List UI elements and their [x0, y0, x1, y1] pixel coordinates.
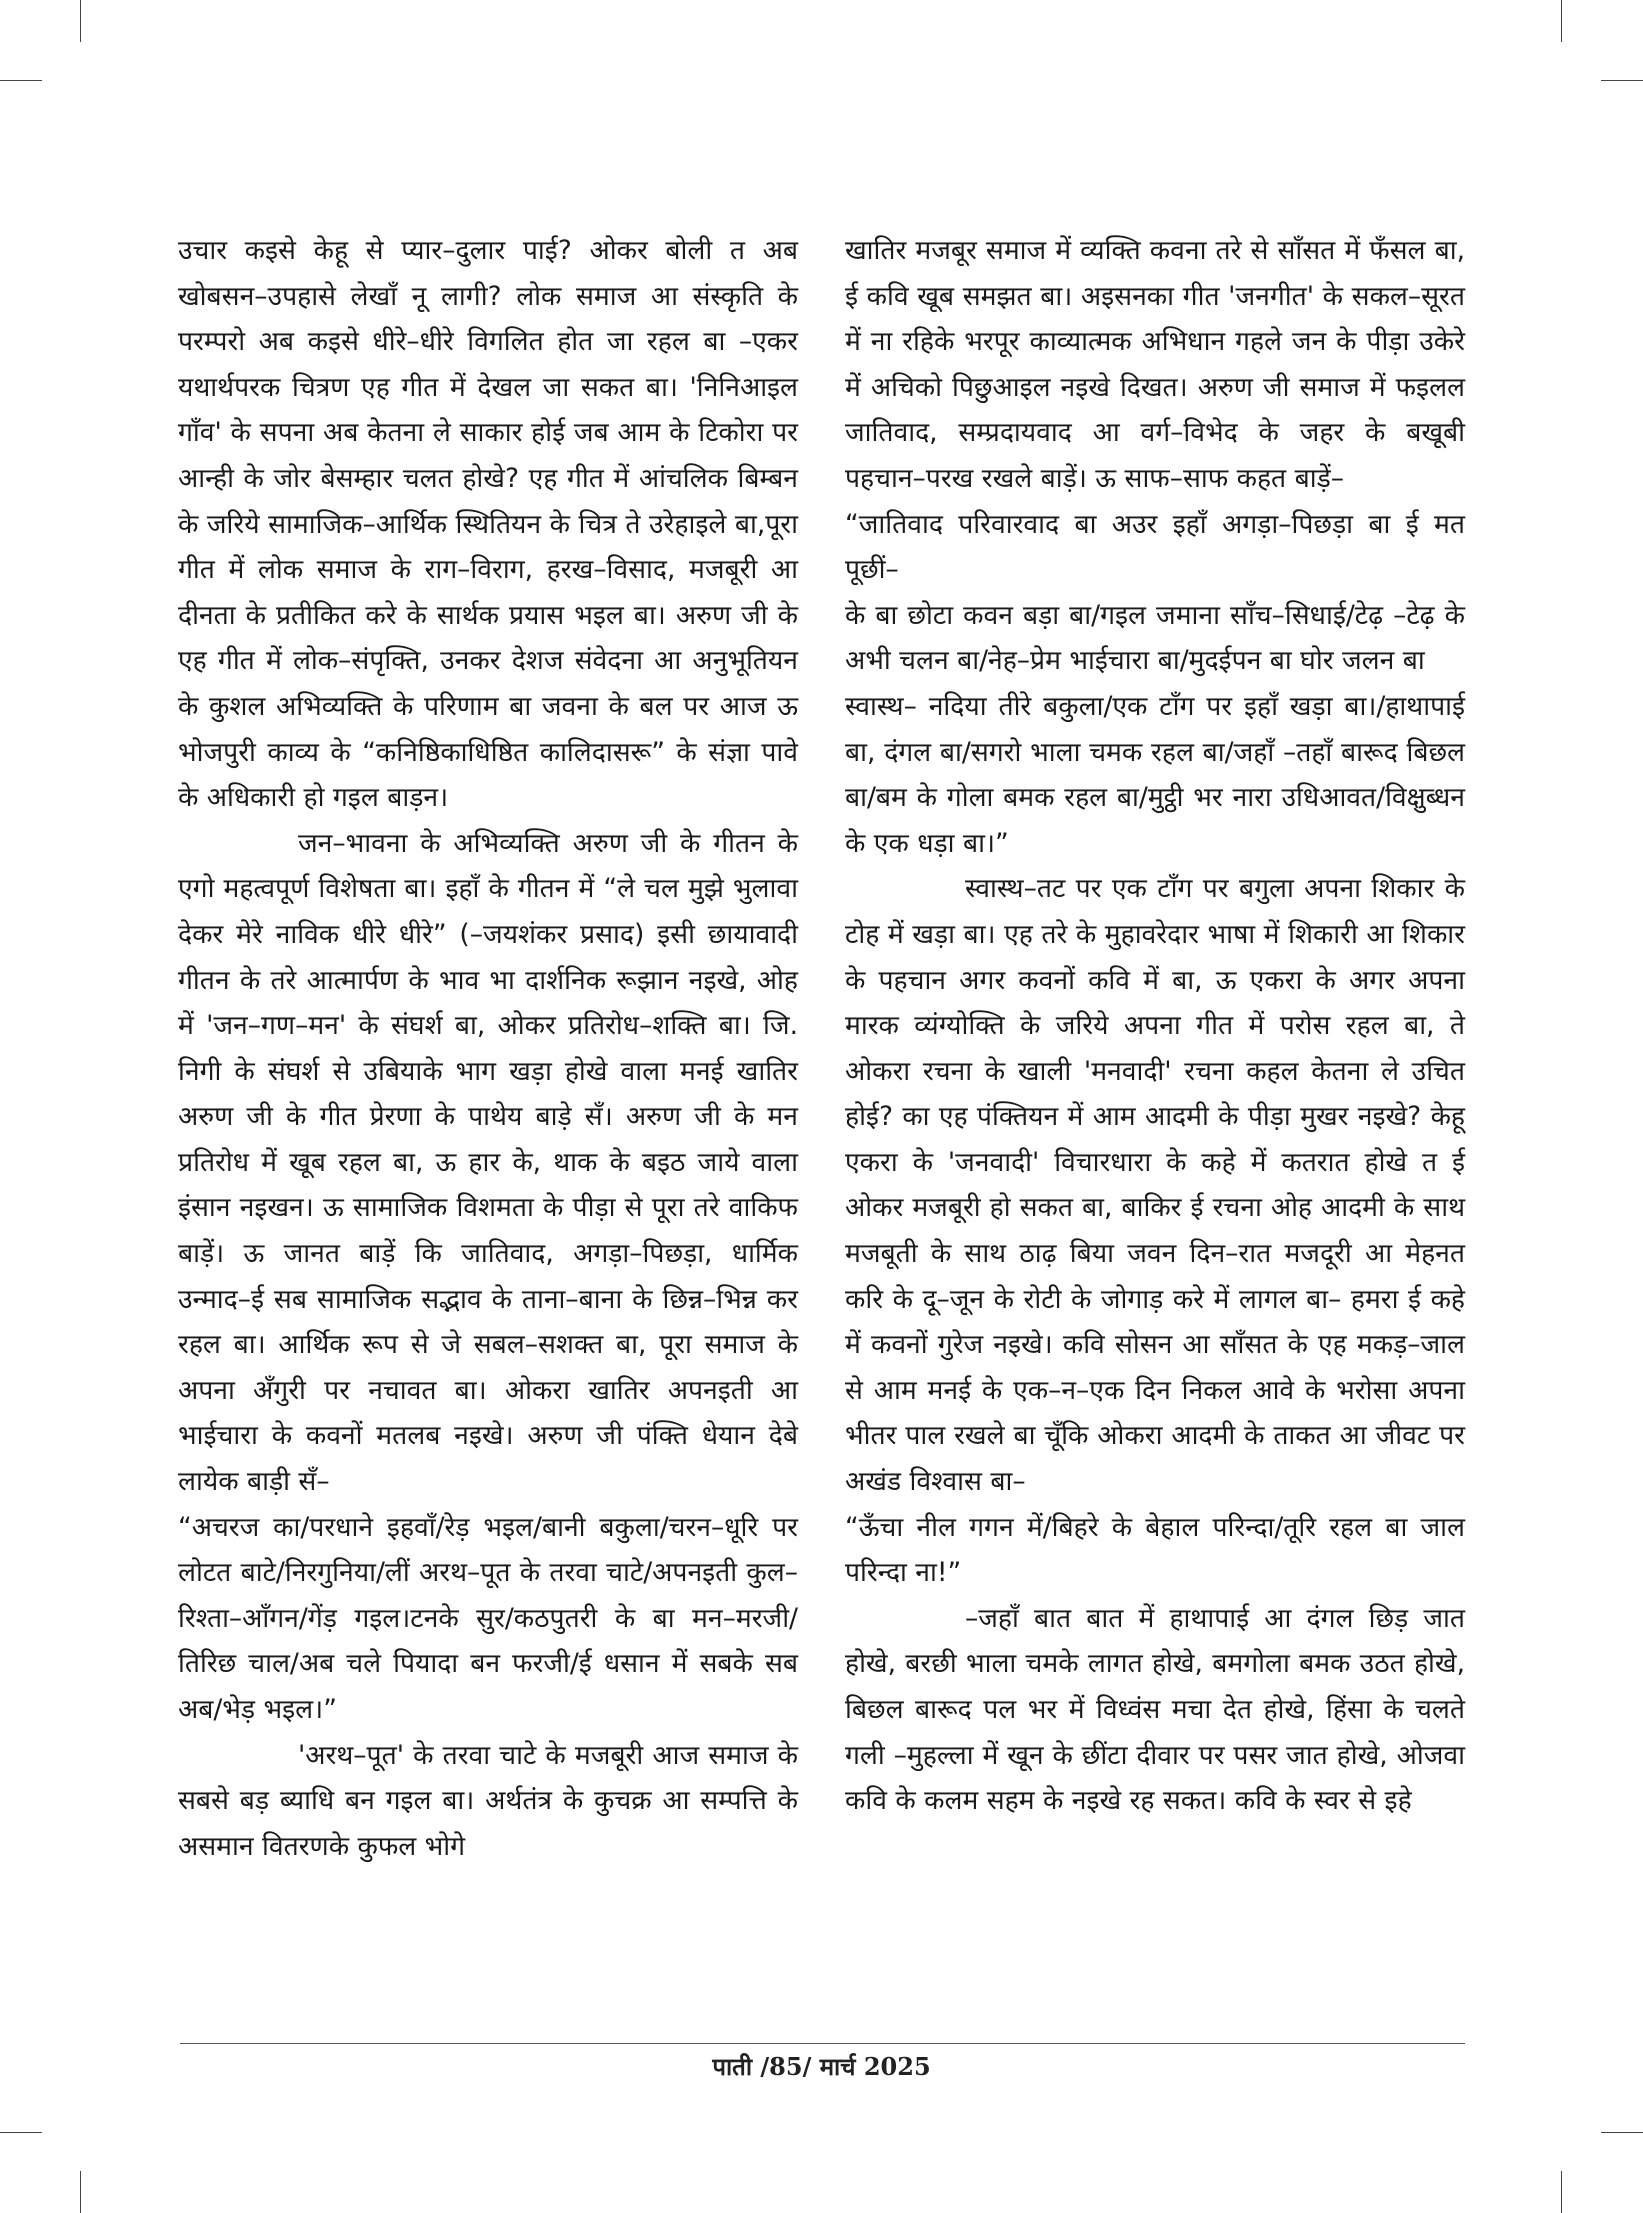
right-paragraph-2: स्वास्थ–तट पर एक टाँग पर बगुला अपना शिकार के टोह में खड़ा बा। एह तरे के मुहावरेदार भाषा में शिकारी आ शिकार के पहचान अगर कवनों कवि में बा, ऊ एकरा के अगर अपना मारक व्यंग्योक्ति के जरिये अपना गीत में परोस रहल बा, ते ओकरा रचना के खाली 'मनवादी' रचना कहल केतना ले उचित होई? का एह पंक्तियन में आम आदमी के पीड़ा मुखर नइखे? केहू एकरा के 'जनवादी' विचारधारा के कहे में कतरात होखे त ई ओकर मजबूरी हो सकत बा, बाकिर ई रचना ओह आदमी के साथ मजबूती के साथ ठाढ़ बिया जवन दिन–रात मजदूरी आ मेहनत करि के दू–जून के रोटी के जोगाड़ करे में लागल बा– हमरा ई कहे में कवनों गुरेज नइखे। कवि सोसन आ साँसत के एह मकड़–जाल से आम मनई के एक–न–एक दिन निकल आवे के भरोसा अपना भीतर पाल रखले बा चूँकि ओकरा आदमी के ताकत आ जीवट पर अखंड विश्वास बा–: [845, 873, 1465, 1498]
right-quote-3: स्वास्थ– नदिया तीरे बकुला/एक टाँग पर इहाँ खड़ा बा।/हाथापाई बा, दंगल बा/सगरो भाला चमक रहल बा/जहाँ –तहाँ बारूद बिछल बा/बम के गोला बमक रहल बा/मुट्ठी भर नारा उधिआवत/विक्षुब्धन के एक धड़ा बा।”: [845, 690, 1465, 859]
footer-rule: [180, 2043, 1465, 2044]
right-quote-2: के बा छोटा कवन बड़ा बा/गइल जमाना साँच–सिधाई/टेढ़ –टेढ़ के अभी चलन बा/नेह–प्रेम भाईचारा बा/मुदईपन बा घोर जलन बा: [845, 599, 1465, 677]
crop-mark-top-right-h: [1601, 80, 1643, 81]
right-paragraph-3: –जहाँ बात बात में हाथापाई आ दंगल छिड़ जात होखे, बरछी भाला चमके लागत होखे, बमगोला बमक उठत होखे, बिछल बारूद पल भर में विध्वंस मचा देत होखे, हिंसा के चलते गली –मुहल्ला में खून के छींटा दीवार पर पसर जात होखे, ओजवा कवि के कलम सहम के नइखे रह सकत। कवि के स्वर से इहे: [845, 1602, 1465, 1817]
crop-mark-top-right-v: [1561, 0, 1562, 42]
left-column: [178, 228, 798, 1869]
right-quote-4: “ऊँचा नील गगन में/बिहरे के बेहाल परिन्दा/तूरि रहल बा जाल परिन्दा ना!”: [845, 1511, 1465, 1589]
crop-mark-top-left-h: [0, 80, 42, 81]
right-column: [845, 228, 1465, 1824]
right-quote-1: “जातिवाद परिवारवाद बा अउर इहाँ अगड़ा–पिछड़ा बा ई मत पूछीं–: [845, 508, 1465, 586]
left-paragraph-2: जन–भावना के अभिव्यक्ति अरुण जी के गीतन के एगो महत्वपूर्ण विशेषता बा। इहाँ के गीतन में “ले चल मुझे भुलावा देकर मेरे नाविक धीरे धीरे” (–जयशंकर प्रसाद) इसी छायावादी गीतन के तरे आत्मार्पण के भाव भा दार्शनिक रूझान नइखे, ओह में 'जन–गण–मन' के संघर्श बा, ओकर प्रतिरोध–शक्ति बा। जि. निगी के संघर्श से उबियाके भाग खड़ा होखे वाला मनई खातिर अरुण जी के गीत प्रेरणा के पाथेय बाड़े सँ। अरुण जी के मन प्रतिरोध में खूब रहल बा, ऊ हार के, थाक के बइठ जाये वाला इंसान नइखन। ऊ सामाजिक विशमता के पीड़ा से पूरा तरे वाकिफ बाड़ें। ऊ जानत बाड़ें कि जातिवाद, अगड़ा–पिछड़ा, धार्मिक उन्माद–ई सब सामाजिक सद्भाव के ताना–बाना के छिन्न–भिन्न कर रहल बा। आर्थिक रूप से जे सबल–सशक्त बा, पूरा समाज के अपना अँगुरी पर नचावत बा। ओकरा खातिर अपनइती आ भाईचारा के कवनों मतलब नइखे। अरुण जी पंक्ति धेयान देबे लायेक बाड़ी सँ–: [178, 827, 798, 1498]
crop-mark-bottom-left-v: [80, 2171, 81, 2213]
crop-mark-bottom-right-v: [1561, 2171, 1562, 2213]
crop-mark-bottom-left-h: [0, 2132, 42, 2133]
left-quote-1: “अचरज का/परधाने इहवाँ/रेड़ भइल/बानी बकुला/चरन–धूरि पर लोटत बाटे/निरगुनिया/लीं अरथ–पूत के तरवा चाटे/अपनइती कुल–रिश्ता–आँगन/गेंड़ गइल।टनके सुर/कठपुतरी के बा मन–मरजी/तिरिछ चाल/अब चले पियादा बन फरजी/ई धसान में सबके सब अब/भेड़ भइल।”: [178, 1511, 798, 1725]
crop-mark-bottom-right-h: [1601, 2132, 1643, 2133]
left-paragraph-1: उचार कइसे केहू से प्यार–दुलार पाई? ओकर बोली त अब खोबसन–उपहासे लेखाँ नू लागी? लोक समाज आ संस्कृति के परम्परो अब कइसे धीरे–धीरे विगलित होत जा रहल बा –एकर यथार्थपरक चित्रण एह गीत में देखल जा सकत बा। 'निनिआइल गाँव' के सपना अब केतना ले साकार होई जब आम के टिकोरा पर आन्ही के जोर बेसम्हार चलत होखे? एह गीत में आंचलिक बिम्बन के जरिये सामाजिक–आर्थिक स्थितियन के चित्र ते उरेहाइले बा,पूरा गीत में लोक समाज के राग–विराग, हरख–विसाद, मजबूरी आ दीनता के प्रतीकित करे के सार्थक प्रयास भइल बा। अरुण जी के एह गीत में लोक–संपृक्ति, उनकर देशज संवेदना आ अनुभूतियन के कुशल अभिव्यक्ति के परिणाम बा जवना के बल पर आज ऊ भोजपुरी काव्य के “कनिष्ठिकाधिष्ठित कालिदासरू” के संज्ञा पावे के अधिकारी हो गइल बाड़न।: [178, 235, 798, 814]
crop-mark-top-left-v: [80, 0, 81, 42]
right-paragraph-1: खातिर मजबूर समाज में व्यक्ति कवना तरे से साँसत में फँसल बा, ई कवि खूब समझत बा। अइसनका गीत 'जनगीत' के सकल–सूरत में ना रहिके भरपूर काव्यात्मक अभिधान गहले जन के पीड़ा उकेरे में अचिको पिछुआइल नइखे दिखत। अरुण जी समाज में फइलल जातिवाद, सम्प्रदायवाद आ वर्ग–विभेद के जहर के बखूबी पहचान–परख रखले बाड़ें। ऊ साफ–साफ कहत बाड़ें–: [845, 235, 1465, 494]
left-paragraph-3: 'अरथ–पूत' के तरवा चाटे के मजबूरी आज समाज के सबसे बड़ ब्याधि बन गइल बा। अर्थतंत्र के कुचक्र आ सम्पत्ति के असमान वितरणके कुफल भोगे: [178, 1739, 798, 1862]
page-footer: पाती /85/ मार्च 2025: [712, 2052, 931, 2081]
